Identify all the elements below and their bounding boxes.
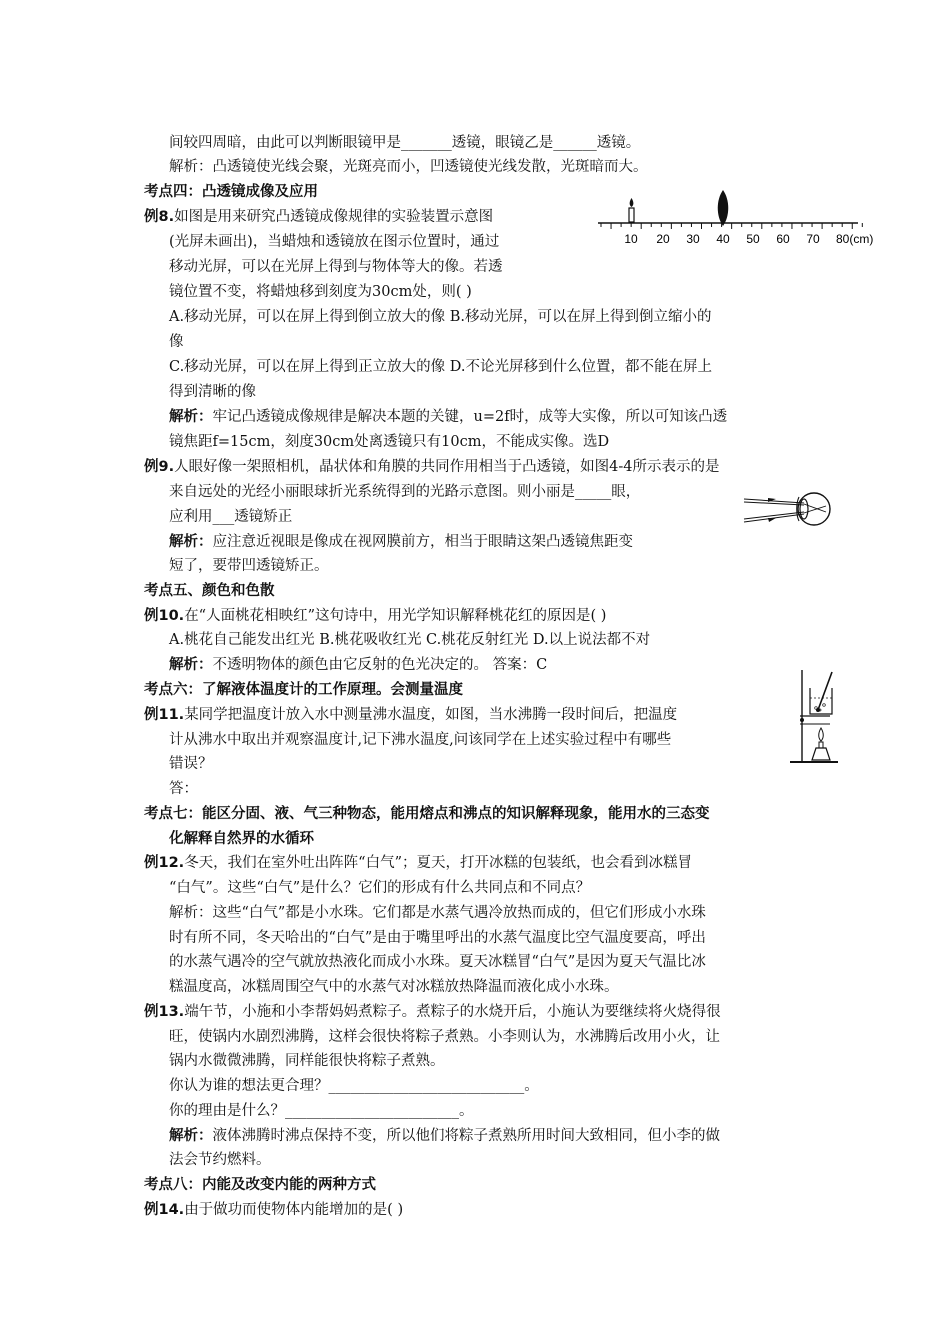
retort-stand-icon bbox=[790, 670, 838, 762]
analysis-text: 不透明物体的颜色由它反射的色光决定的。 答案：C bbox=[212, 657, 548, 673]
example-label: 例10. bbox=[144, 608, 185, 624]
text-line: 镜焦距f=15cm，刻度30cm处离透镜只有10cm，不能成实像。选D bbox=[169, 434, 610, 450]
text-line: 的水蒸气遇冷的空气就放热液化而成小水珠。夏天冰糕冒“白气”是因为夏天气温比冰 bbox=[169, 954, 706, 970]
text-line: 错误？ bbox=[169, 756, 213, 772]
analysis-text: 液体沸腾时沸点保持不变，所以他们将粽子煮熟所用时间大致相同，但小李的做 bbox=[212, 1128, 720, 1144]
example-text: 由于做功而使物体内能增加的是( ) bbox=[184, 1202, 404, 1218]
text-line: 镜位置不变，将蜡烛移到刻度为30cm处，则( ) bbox=[169, 284, 472, 300]
ruler-ticks bbox=[601, 223, 862, 229]
text-line: 时有所不同，冬天哈出的“白气”是由于嘴里呼出的水蒸气温度比空气温度要高，呼出 bbox=[169, 930, 706, 946]
example-label: 例12. bbox=[144, 855, 185, 871]
light-rays bbox=[744, 498, 826, 522]
analysis-label: 解析： bbox=[169, 534, 213, 550]
analysis-label: 解析： bbox=[169, 409, 213, 425]
eye-diagram bbox=[742, 479, 832, 533]
text-line: 间较四周暗，由此可以判断眼镜甲是_______透镜，眼镜乙是______透镜。 bbox=[169, 135, 641, 151]
section-heading: 考点七：能区分固、液、气三种物态，能用熔点和沸点的知识解释现象，能用水的三态变 bbox=[144, 806, 710, 822]
text-line: 锅内水微微沸腾，同样能很快将粽子煮熟。 bbox=[169, 1053, 445, 1069]
section-heading: 考点八：内能及改变内能的两种方式 bbox=[144, 1177, 376, 1193]
example-text: 在“人面桃花相映红”这句诗中，用光学知识解释桃花红的原因是( ) bbox=[184, 608, 607, 624]
analysis-line bbox=[169, 532, 633, 552]
text-line: 答： bbox=[169, 781, 198, 797]
optical-bench-figure bbox=[592, 188, 922, 250]
example-text: 冬天，我们在室外吐出阵阵“白气”；夏天，打开冰糕的包装纸，也会看到冰糕冒 bbox=[184, 855, 693, 871]
tick-label-50: 50 bbox=[746, 232, 760, 246]
text-line: 像 bbox=[169, 334, 184, 350]
analysis-text: 应注意近视眼是像成在视网膜前方，相当于眼睛这架凸透镜焦距变 bbox=[212, 534, 633, 550]
option-line: A.桃花自己能发出红光 B.桃花吸收红光 C.桃花反射红光 D.以上说法都不对 bbox=[169, 632, 651, 648]
text-line: 解析：凸透镜使光线会聚，光斑亮而小，凹透镜使光线发散，光斑暗而大。 bbox=[169, 159, 648, 175]
analysis-label: 解析： bbox=[169, 1128, 213, 1144]
text-line: 应利用___透镜矫正 bbox=[169, 509, 293, 525]
analysis-line bbox=[169, 655, 547, 675]
analysis-label: 解析： bbox=[169, 657, 213, 673]
example-13-line bbox=[144, 1002, 721, 1022]
text-line: 法会节约燃料。 bbox=[169, 1152, 271, 1168]
candle-icon bbox=[629, 198, 634, 222]
example-14-line bbox=[144, 1200, 403, 1220]
example-label: 例9. bbox=[144, 459, 175, 475]
eyeball-icon bbox=[797, 493, 830, 525]
text-line: 短了，要带凹透镜矫正。 bbox=[169, 558, 329, 574]
option-line: C.移动光屏，可以在屏上得到正立放大的像 D.不论光屏移到什么位置，都不能在屏上 bbox=[169, 359, 713, 375]
example-9-line bbox=[144, 457, 719, 477]
analysis-line: 解析：这些“白气”都是小水珠。它们都是水蒸气遇冷放热而成的，但它们形成小水珠 bbox=[169, 905, 706, 921]
text-line: 糕温度高，冰糕周围空气中的水蒸气对冰糕放热降温而液化成小水珠。 bbox=[169, 979, 619, 995]
tick-label-20: 20 bbox=[656, 232, 670, 246]
example-8-line bbox=[144, 207, 493, 227]
example-label: 例11. bbox=[144, 707, 185, 723]
text-line: 计从沸水中取出并观察温度计,记下沸水温度,问该同学在上述实验过程中有哪些 bbox=[169, 732, 672, 748]
example-text: 端午节，小施和小李帮妈妈煮粽子。煮粽子的水烧开后，小施认为要继续将火烧得很 bbox=[184, 1004, 721, 1020]
example-text: 如图是用来研究凸透镜成像规律的实验装置示意图 bbox=[174, 209, 494, 225]
text-line: 得到清晰的像 bbox=[169, 384, 256, 400]
example-text: 人眼好像一架照相机，晶状体和角膜的共同作用相当于凸透镜，如图4-4所示表示的是 bbox=[174, 459, 720, 475]
tick-label-10: 10 bbox=[624, 232, 638, 246]
text-line: 来自远处的光经小丽眼球折光系统得到的光路示意图。则小丽是_____眼， bbox=[169, 484, 641, 500]
example-label: 例8. bbox=[144, 209, 175, 225]
example-label: 例14. bbox=[144, 1202, 185, 1218]
tick-label-70: 70 bbox=[806, 232, 820, 246]
example-12-line bbox=[144, 853, 692, 873]
example-10-line bbox=[144, 606, 606, 626]
example-text: 某同学把温度计放入水中测量沸水温度，如图，当水沸腾一段时间后，把温度 bbox=[184, 707, 678, 723]
text-line: 移动光屏，可以在光屏上得到与物体等大的像。若透 bbox=[169, 259, 503, 275]
convex-lens-icon bbox=[718, 190, 729, 226]
boiling-apparatus-figure bbox=[786, 664, 846, 768]
alcohol-lamp-icon bbox=[812, 728, 830, 760]
section-heading: 考点六：了解液体温度计的工作原理。会测量温度 bbox=[144, 682, 463, 698]
example-11-line bbox=[144, 705, 677, 725]
section-heading: 化解释自然界的水循环 bbox=[169, 831, 314, 847]
analysis-line bbox=[169, 1126, 720, 1146]
section-heading: 考点五、颜色和色散 bbox=[144, 583, 275, 599]
tick-label-30: 30 bbox=[686, 232, 700, 246]
tick-label-60: 60 bbox=[776, 232, 790, 246]
option-line: A.移动光屏，可以在屏上得到倒立放大的像 B.移动光屏，可以在屏上得到倒立缩小的 bbox=[169, 309, 712, 325]
text-line: 你的理由是什么？________________________。 bbox=[169, 1103, 474, 1119]
text-line: “白气”。这些“白气”是什么？它们的形成有什么共同点和不同点？ bbox=[169, 880, 591, 896]
example-label: 例13. bbox=[144, 1004, 185, 1020]
text-line: (光屏未画出)，当蜡烛和透镜放在图示位置时，通过 bbox=[169, 234, 500, 250]
tick-label-40: 40 bbox=[716, 232, 730, 246]
analysis-line bbox=[169, 407, 727, 427]
text-line: 旺，使锅内水剧烈沸腾，这样会很快将粽子煮熟。小李则认为，水沸腾后改用小火，让 bbox=[169, 1029, 720, 1045]
tick-label-80cm: 80(cm) bbox=[836, 232, 874, 246]
analysis-text: 牢记凸透镜成像规律是解决本题的关键，u=2f时，成等大实像，所以可知该凸透 bbox=[212, 409, 728, 425]
text-line: 你认为谁的想法更合理？___________________________。 bbox=[169, 1078, 539, 1094]
section-heading: 考点四：凸透镜成像及应用 bbox=[144, 184, 318, 200]
